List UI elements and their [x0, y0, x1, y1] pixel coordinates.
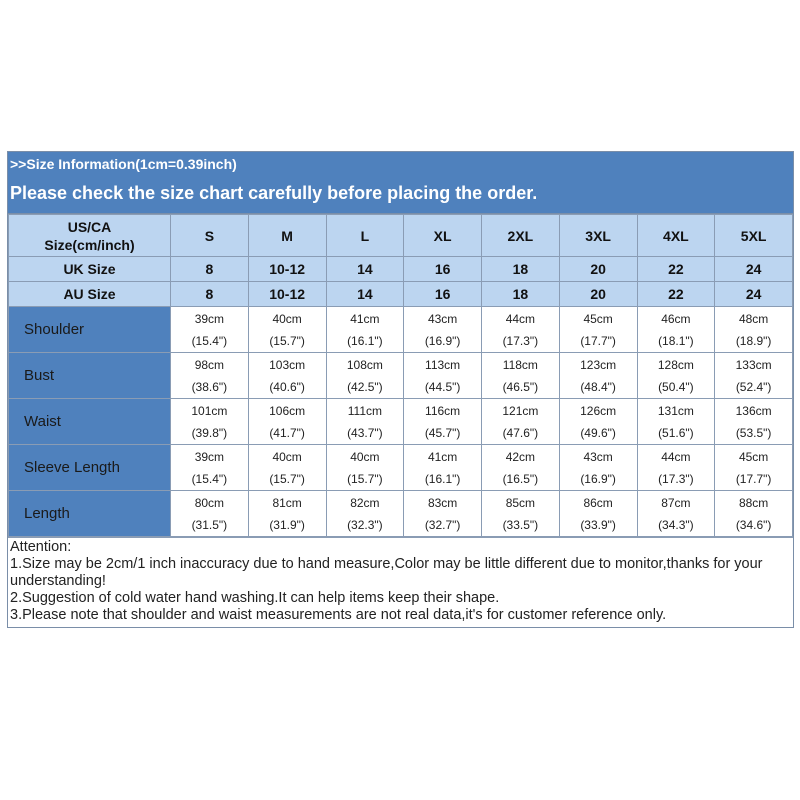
inch-value: (33.5") [502, 517, 539, 532]
inch-value: (45.7") [424, 425, 461, 440]
measurement-row [9, 399, 793, 445]
size-header-cell: XL [404, 215, 482, 257]
note-item: 2.Suggestion of cold water hand washing.It can help items keep their shape. [10, 590, 500, 606]
measurement-cell [715, 307, 793, 353]
cm-value: 126cm [580, 403, 617, 418]
measurement-cell [248, 445, 326, 491]
uk-size-cell: 8 [171, 257, 249, 282]
measurement-label: Shoulder [9, 307, 171, 353]
cm-value: 40cm [350, 449, 380, 464]
au-size-cell: 16 [404, 282, 482, 307]
cm-value: 48cm [738, 311, 769, 326]
inch-value: (17.7") [735, 471, 772, 486]
uk-size-row [9, 257, 793, 282]
measurement-cell [404, 399, 482, 445]
inch-value: (15.7") [347, 471, 383, 486]
cm-value: 88cm [738, 495, 769, 510]
measurement-label: Sleeve Length [9, 445, 171, 491]
inch-value: (44.5") [424, 379, 461, 394]
size-header-cell: M [248, 215, 326, 257]
measurement-cell [637, 445, 715, 491]
cm-value: 45cm [738, 449, 769, 464]
inch-value: (43.7") [347, 425, 383, 440]
measurement-row [9, 445, 793, 491]
attention-title: Attention: [10, 539, 72, 555]
inch-value: (16.5") [502, 471, 539, 486]
inch-value: (17.3") [658, 471, 694, 486]
measurement-cell [326, 491, 404, 537]
inch-value: (51.6") [658, 425, 694, 440]
measurement-cell [715, 491, 793, 537]
inch-value: (39.8") [191, 425, 228, 440]
au-size-cell: 10-12 [248, 282, 326, 307]
measurement-cell [559, 307, 637, 353]
inch-value: (34.3") [658, 517, 694, 532]
cm-value: 118cm [502, 357, 538, 372]
measurement-cell [248, 399, 326, 445]
size-header-cell: 3XL [559, 215, 637, 257]
cm-value: 133cm [735, 357, 772, 372]
uk-size-cell: 10-12 [248, 257, 326, 282]
cm-value: 42cm [505, 449, 536, 464]
measurement-cell [482, 307, 560, 353]
inch-value: (42.5") [347, 379, 383, 394]
us-size-header [9, 215, 171, 257]
cm-value: 41cm [427, 449, 458, 464]
size-unit-label: Size(cm/inch) [44, 236, 135, 253]
measurement-cell [404, 491, 482, 537]
inch-value: (17.7") [580, 333, 616, 348]
cm-value: 83cm [427, 495, 458, 510]
cm-value: 46cm [661, 311, 691, 326]
cm-value: 121cm [502, 403, 539, 418]
inch-value: (15.4") [191, 333, 228, 348]
inch-value: (15.7") [269, 333, 305, 348]
cm-value: 82cm [350, 495, 380, 510]
size-header-cell: S [171, 215, 249, 257]
au-size-cell: 8 [171, 282, 249, 307]
cm-value: 40cm [272, 311, 302, 326]
measurement-cell [715, 353, 793, 399]
inch-value: (16.1") [424, 471, 461, 486]
uk-size-cell: 22 [637, 257, 715, 282]
inch-value: (33.9") [580, 517, 616, 532]
measurement-label: Length [9, 491, 171, 537]
au-size-label: AU Size [9, 282, 171, 307]
inch-value: (46.5") [502, 379, 539, 394]
size-info-title: >>Size Information(1cm=0.39inch) [10, 156, 237, 172]
size-chart [7, 151, 794, 628]
cm-value: 85cm [505, 495, 536, 510]
cm-value: 101cm [191, 403, 228, 418]
au-size-cell: 14 [326, 282, 404, 307]
attention-notes [8, 537, 793, 627]
cm-value: 80cm [194, 495, 225, 510]
measurement-cell [248, 353, 326, 399]
measurement-label: Waist [9, 399, 171, 445]
inch-value: (53.5") [735, 425, 772, 440]
au-size-cell: 18 [482, 282, 560, 307]
cm-value: 39cm [194, 311, 225, 326]
measurement-cell [637, 307, 715, 353]
cm-value: 128cm [657, 357, 694, 372]
au-size-cell: 22 [637, 282, 715, 307]
cm-value: 131cm [657, 403, 694, 418]
measurement-cell [637, 491, 715, 537]
note-item: 3.Please note that shoulder and waist measurements are not real data,it's for customer reference only. [10, 607, 667, 623]
cm-value: 136cm [735, 403, 772, 418]
measurement-cell [248, 307, 326, 353]
measurement-cell [326, 399, 404, 445]
inch-value: (31.9") [269, 517, 305, 532]
cm-value: 43cm [583, 449, 613, 464]
inch-value: (32.3") [347, 517, 383, 532]
size-info-banner [8, 152, 793, 214]
inch-value: (47.6") [502, 425, 539, 440]
uk-size-label: UK Size [9, 257, 171, 282]
measurement-cell [559, 491, 637, 537]
cm-value: 43cm [427, 311, 458, 326]
inch-value: (15.7") [269, 471, 305, 486]
inch-value: (16.9") [424, 333, 461, 348]
measurement-cell [559, 445, 637, 491]
size-chart-instruction: Please check the size chart carefully before placing the order. [10, 183, 538, 203]
cm-value: 87cm [661, 495, 691, 510]
measurement-cell [326, 307, 404, 353]
measurement-row [9, 307, 793, 353]
inch-value: (31.5") [191, 517, 228, 532]
measurement-cell [715, 445, 793, 491]
cm-value: 123cm [580, 357, 617, 372]
cm-value: 116cm [425, 403, 461, 418]
measurement-cell [171, 399, 249, 445]
inch-value: (32.7") [424, 517, 461, 532]
cm-value: 41cm [350, 311, 380, 326]
measurement-cell [559, 399, 637, 445]
size-header-cell: 5XL [715, 215, 793, 257]
inch-value: (18.9") [735, 333, 772, 348]
measurement-cell [171, 353, 249, 399]
measurement-cell [326, 353, 404, 399]
measurement-cell [404, 445, 482, 491]
au-size-cell: 24 [715, 282, 793, 307]
cm-value: 44cm [505, 311, 536, 326]
us-ca-label: US/CA [67, 218, 112, 235]
measurement-row [9, 491, 793, 537]
measurement-cell [715, 399, 793, 445]
measurement-cell [404, 353, 482, 399]
inch-value: (16.1") [347, 333, 383, 348]
measurement-row [9, 353, 793, 399]
inch-value: (34.6") [735, 517, 772, 532]
uk-size-cell: 14 [326, 257, 404, 282]
inch-value: (41.7") [269, 425, 305, 440]
cm-value: 81cm [272, 495, 302, 510]
us-size-row [9, 215, 793, 257]
inch-value: (50.4") [658, 379, 694, 394]
measurement-cell [248, 491, 326, 537]
measurement-cell [482, 445, 560, 491]
uk-size-cell: 20 [559, 257, 637, 282]
cm-value: 108cm [346, 357, 383, 372]
measurement-cell [637, 353, 715, 399]
cm-value: 111cm [347, 403, 382, 418]
measurement-cell [171, 307, 249, 353]
inch-value: (40.6") [269, 379, 305, 394]
cm-value: 40cm [272, 449, 302, 464]
note-item: 1.Size may be 2cm/1 inch inaccuracy due to hand measure,Color may be little different due to monitor,thanks for your understanding! [10, 556, 763, 589]
measurement-cell [404, 307, 482, 353]
cm-value: 103cm [269, 357, 306, 372]
uk-size-cell: 16 [404, 257, 482, 282]
inch-value: (18.1") [658, 333, 694, 348]
size-header-cell: 4XL [637, 215, 715, 257]
inch-value: (52.4") [735, 379, 772, 394]
measurement-cell [171, 445, 249, 491]
cm-value: 44cm [661, 449, 691, 464]
measurement-cell [482, 399, 560, 445]
cm-value: 98cm [194, 357, 225, 372]
cm-value: 45cm [583, 311, 613, 326]
size-header-cell: 2XL [482, 215, 560, 257]
cm-value: 113cm [425, 357, 461, 372]
measurement-cell [637, 399, 715, 445]
size-header-cell: L [326, 215, 404, 257]
inch-value: (49.6") [580, 425, 616, 440]
au-size-row [9, 282, 793, 307]
uk-size-cell: 24 [715, 257, 793, 282]
inch-value: (48.4") [580, 379, 616, 394]
measurement-cell [482, 491, 560, 537]
measurement-cell [559, 353, 637, 399]
cm-value: 86cm [583, 495, 613, 510]
measurement-cell [171, 491, 249, 537]
measurement-cell [482, 353, 560, 399]
au-size-cell: 20 [559, 282, 637, 307]
inch-value: (15.4") [191, 471, 228, 486]
uk-size-cell: 18 [482, 257, 560, 282]
measurement-cell [326, 445, 404, 491]
cm-value: 106cm [269, 403, 306, 418]
measurement-label: Bust [9, 353, 171, 399]
cm-value: 39cm [194, 449, 225, 464]
size-table [8, 214, 793, 537]
inch-value: (17.3") [502, 333, 539, 348]
inch-value: (38.6") [191, 379, 228, 394]
inch-value: (16.9") [580, 471, 616, 486]
